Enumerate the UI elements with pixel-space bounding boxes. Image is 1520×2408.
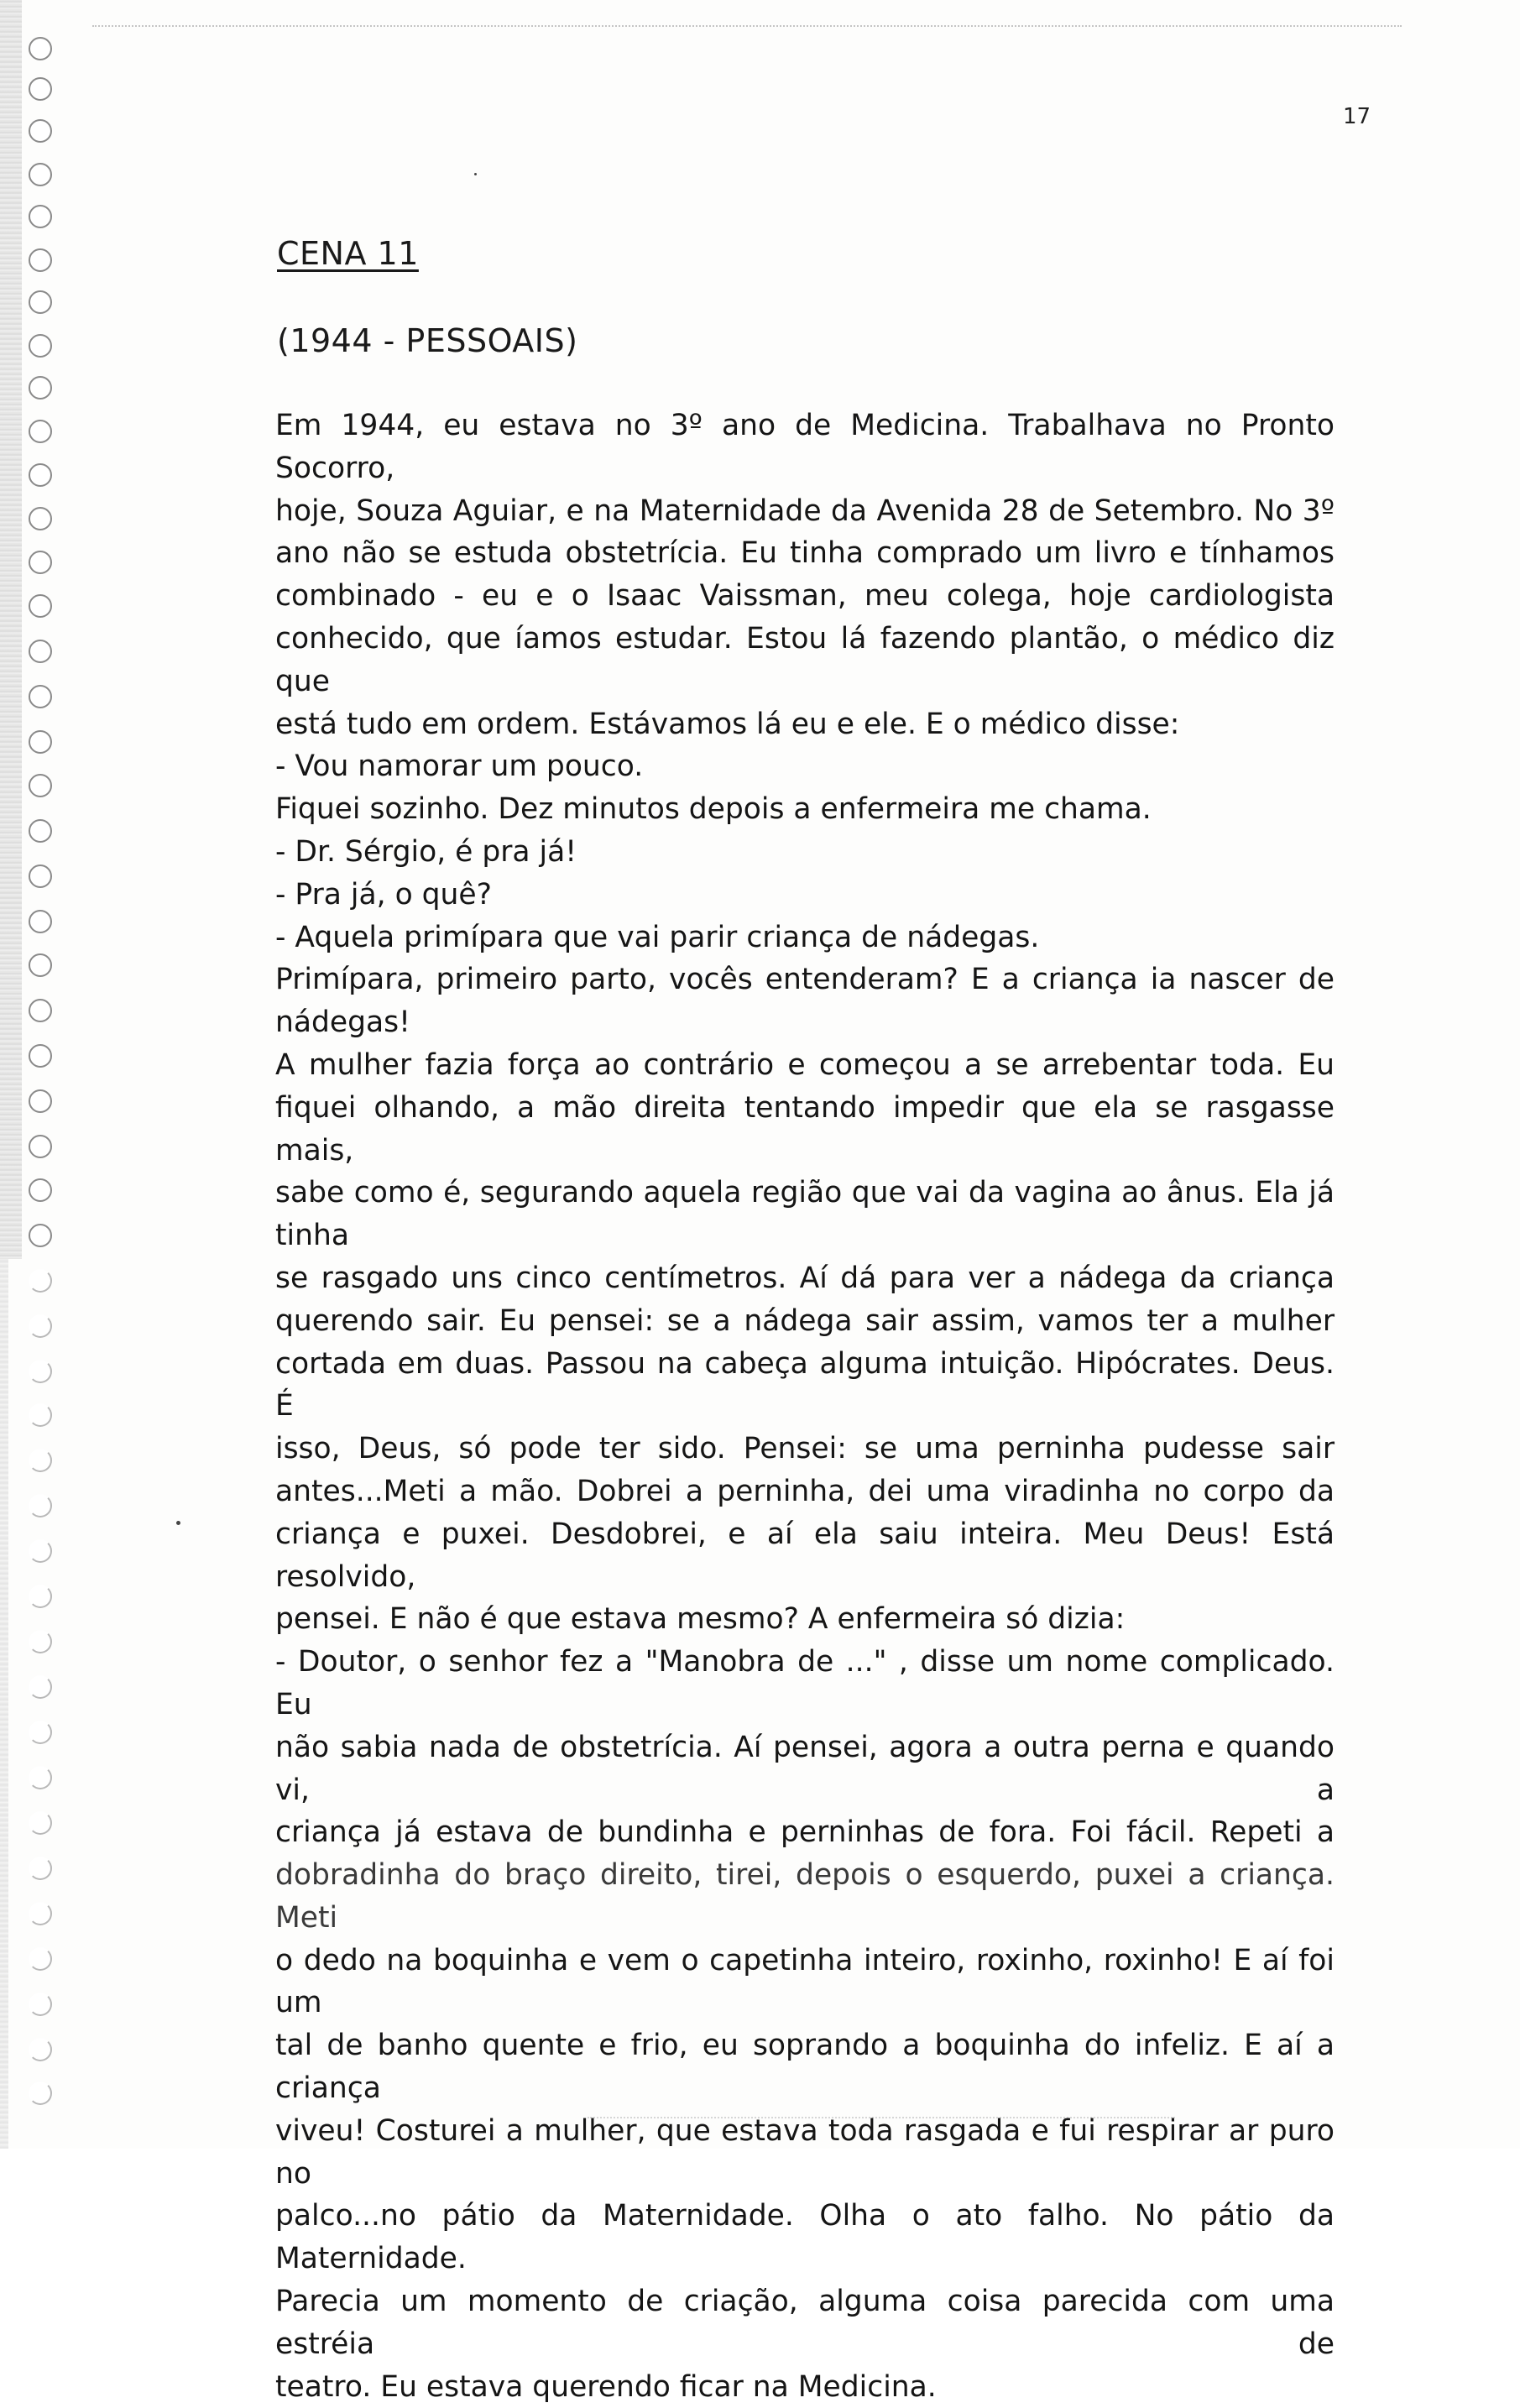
binder-hole-icon	[29, 1403, 52, 1427]
binder-hole-icon	[29, 819, 52, 843]
binder-hole-icon	[29, 640, 52, 663]
binder-hole-icon	[29, 953, 52, 977]
text-line: cortada em duas. Passou na cabeça alguma intuição. Hipócrates. Deus. É	[275, 1346, 1335, 1423]
text-line: criança já estava de bundinha e perninhas de fora. Foi fácil. Repeti a	[275, 1815, 1335, 1850]
binder-hole-icon	[29, 2038, 52, 2061]
body-text	[275, 405, 1335, 2408]
binder-hole-icon	[29, 376, 52, 400]
text-line: querendo sair. Eu pensei: se a nádega sair assim, vamos ter a mulher	[275, 1303, 1335, 1338]
text-line: sabe como é, segurando aquela região que vai da vagina ao ânus. Ela já tinha	[275, 1176, 1335, 1253]
text-line: criança e puxei. Desdobrei, e aí ela saiu inteira. Meu Deus! Está resolvido,	[275, 1517, 1335, 1594]
binder-hole-icon	[29, 290, 52, 314]
text-line: hoje, Souza Aguiar, e na Maternidade da Avenida 28 de Setembro. No 3º	[275, 494, 1335, 528]
scan-top-edge	[92, 25, 1402, 27]
text-line: Primípara, primeiro parto, vocês entenderam? E a criança ia nascer de	[275, 963, 1335, 997]
binder-hole-icon	[29, 685, 52, 708]
text-line: - Pra já, o quê?	[275, 877, 492, 911]
text-line: viveu! Costurei a mulher, que estava toda rasgada e fui respirar ar puro no	[275, 2113, 1335, 2191]
text-line: tal de banho quente e frio, eu soprando a boquinha do infeliz. E aí a criança	[275, 2029, 1335, 2106]
binder-hole-icon	[29, 1539, 52, 1563]
binder-hole-icon	[29, 910, 52, 933]
binder-hole-icon	[29, 551, 52, 574]
stray-mark	[176, 1521, 180, 1525]
text-line: Fiquei sozinho. Dez minutos depois a enfermeira me chama.	[275, 792, 1152, 827]
binder-hole-icon	[29, 163, 52, 186]
binder-hole-icon	[29, 1721, 52, 1744]
binder-hole-icon	[29, 774, 52, 797]
binding-edge-lower	[0, 1259, 8, 2149]
binder-hole-icon	[29, 1269, 52, 1293]
binder-hole-icon	[29, 1857, 52, 1880]
text-line: A mulher fazia força ao contrário e começou a se arrebentar toda. Eu	[275, 1047, 1335, 1082]
text-line: o dedo na boquinha e vem o capetinha inteiro, roxinho, roxinho! E aí foi um	[275, 1943, 1335, 2020]
binder-hole-icon	[29, 1360, 52, 1383]
text-line: isso, Deus, só pode ter sido. Pensei: se uma perninha pudesse sair	[275, 1432, 1335, 1466]
binder-hole-icon	[29, 1178, 52, 1202]
text-line: conhecido, que íamos estudar. Estou lá fazendo plantão, o médico diz que	[275, 621, 1335, 698]
text-line: nádegas!	[275, 1006, 410, 1040]
binder-hole-icon	[29, 248, 52, 272]
stray-mark	[474, 173, 477, 175]
binder-hole-icon	[29, 1585, 52, 1608]
binder-hole-icon	[29, 205, 52, 228]
text-line: pensei. E não é que estava mesmo? A enfermeira só dizia:	[275, 1602, 1126, 1637]
binder-hole-icon	[29, 864, 52, 888]
text-line: teatro. Eu estava querendo ficar na Medicina.	[275, 2369, 937, 2404]
text-line: Em 1944, eu estava no 3º ano de Medicina. Trabalhava no Pronto Socorro,	[275, 409, 1335, 485]
binder-hole-icon	[29, 1449, 52, 1472]
text-line: - Vou namorar um pouco.	[275, 750, 644, 784]
binder-hole-icon	[29, 999, 52, 1022]
binder-hole-icon	[29, 507, 52, 530]
scene-subtitle: (1944 - PESSOAIS)	[277, 322, 578, 359]
binder-hole-icon	[29, 1089, 52, 1113]
binder-hole-icon	[29, 1224, 52, 1247]
binder-hole-icon	[29, 1675, 52, 1699]
binder-hole-icon	[29, 420, 52, 443]
page-number: 17	[1343, 104, 1371, 129]
binder-holes	[29, 0, 62, 2149]
text-line: está tudo em ordem. Estávamos lá eu e ele. E o médico disse:	[275, 707, 1180, 741]
binder-hole-icon	[29, 1044, 52, 1068]
text-line: fiquei olhando, a mão direita tentando impedir que ela se rasgasse mais,	[275, 1090, 1335, 1167]
binder-hole-icon	[29, 1902, 52, 1925]
binder-hole-icon	[29, 594, 52, 618]
text-line: se rasgado uns cinco centímetros. Aí dá para ver a nádega da criança	[275, 1261, 1335, 1295]
binder-hole-icon	[29, 1766, 52, 1789]
text-line: dobradinha do braço direito, tirei, depois o esquerdo, puxei a criança. Meti	[275, 1858, 1335, 1935]
binder-hole-icon	[29, 1135, 52, 1158]
scene-title: CENA 11	[277, 235, 419, 272]
binding-edge	[0, 0, 22, 1259]
binder-hole-icon	[29, 1947, 52, 1971]
binder-hole-icon	[29, 77, 52, 101]
text-line: ano não se estuda obstetrícia. Eu tinha comprado um livro e tínhamos	[275, 536, 1335, 571]
binder-hole-icon	[29, 1494, 52, 1517]
text-line: antes...Meti a mão. Dobrei a perninha, dei uma viradinha no corpo da	[275, 1474, 1335, 1508]
text-line: - Dr. Sérgio, é pra já!	[275, 834, 577, 869]
binder-hole-icon	[29, 1993, 52, 2016]
text-line: não sabia nada de obstetrícia. Aí pensei, agora a outra perna e quando vi, a	[275, 1730, 1335, 1807]
binder-hole-icon	[29, 334, 52, 358]
text-line: palco...no pátio da Maternidade. Olha o ato falho. No pátio da Maternidade.	[275, 2199, 1335, 2276]
binder-hole-icon	[29, 2082, 52, 2105]
binder-hole-icon	[29, 730, 52, 754]
text-line: combinado - eu e o Isaac Vaissman, meu colega, hoje cardiologista	[275, 579, 1335, 614]
binder-hole-icon	[29, 1630, 52, 1653]
binder-hole-icon	[29, 463, 52, 487]
binder-hole-icon	[29, 1314, 52, 1338]
binder-hole-icon	[29, 1811, 52, 1835]
binder-hole-icon	[29, 119, 52, 143]
text-line: - Doutor, o senhor fez a "Manobra de ..." , disse um nome complicado. Eu	[275, 1645, 1335, 1721]
binder-hole-icon	[29, 37, 52, 60]
text-line: Parecia um momento de criação, alguma coisa parecida com uma estréia de	[275, 2285, 1335, 2361]
text-line: - Aquela primípara que vai parir criança de nádegas.	[275, 920, 1040, 954]
